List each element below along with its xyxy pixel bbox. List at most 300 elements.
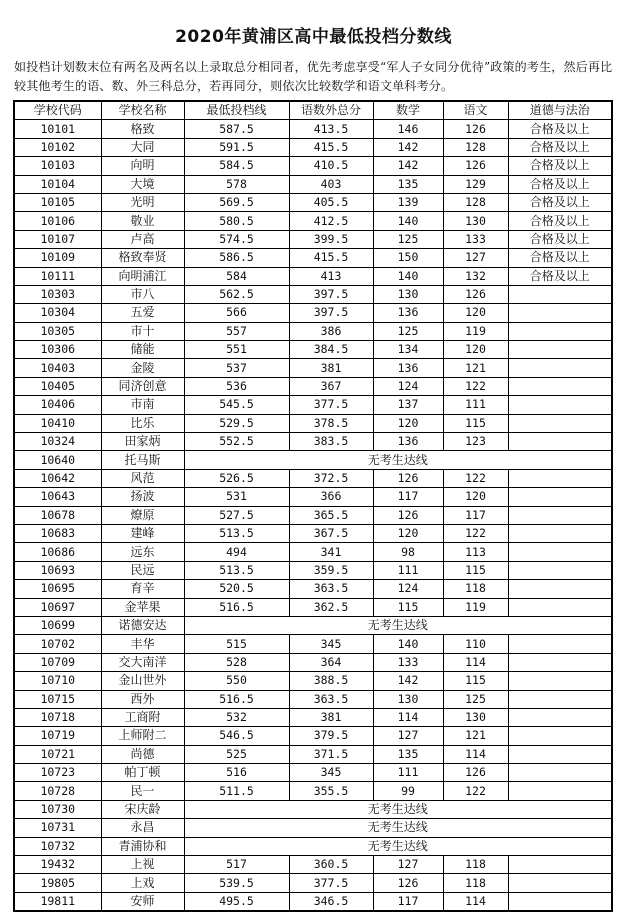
- chinese-score-cell: 114: [443, 745, 508, 763]
- math-score-cell: 139: [373, 193, 443, 211]
- min-score-cell: 516.5: [184, 690, 289, 708]
- school-code-cell: 10101: [14, 120, 101, 138]
- min-score-cell: 578: [184, 175, 289, 193]
- morality-law-cell: [508, 892, 612, 911]
- min-score-cell: 511.5: [184, 782, 289, 800]
- three-subject-total-cell: 355.5: [289, 782, 373, 800]
- min-score-cell: 551: [184, 341, 289, 359]
- math-score-cell: 99: [373, 782, 443, 800]
- chinese-score-cell: 120: [443, 488, 508, 506]
- chinese-score-cell: 125: [443, 690, 508, 708]
- school-code-cell: 10106: [14, 212, 101, 230]
- math-score-cell: 111: [373, 561, 443, 579]
- table-row: [14, 506, 612, 524]
- morality-law-cell: [508, 322, 612, 340]
- chinese-score-cell: 127: [443, 249, 508, 267]
- math-score-cell: 135: [373, 745, 443, 763]
- min-score-cell: 562.5: [184, 285, 289, 303]
- school-name-cell: 敬业: [101, 212, 184, 230]
- school-name-cell: 金山世外: [101, 672, 184, 690]
- chinese-score-cell: 132: [443, 267, 508, 285]
- table-row: [14, 267, 612, 285]
- school-name-cell: 帕丁顿: [101, 764, 184, 782]
- table-row: [14, 819, 612, 837]
- chinese-score-cell: 113: [443, 543, 508, 561]
- math-score-cell: 117: [373, 488, 443, 506]
- chinese-score-cell: 110: [443, 635, 508, 653]
- school-code-cell: 10678: [14, 506, 101, 524]
- chinese-score-cell: 126: [443, 157, 508, 175]
- table-row: [14, 414, 612, 432]
- school-code-cell: 10640: [14, 451, 101, 469]
- school-name-cell: 育辛: [101, 580, 184, 598]
- school-name-cell: 西外: [101, 690, 184, 708]
- school-code-cell: 10109: [14, 249, 101, 267]
- min-score-cell: 574.5: [184, 230, 289, 248]
- morality-law-cell: 合格及以上: [508, 212, 612, 230]
- table-row: [14, 377, 612, 395]
- min-score-cell: 494: [184, 543, 289, 561]
- three-subject-total-cell: 365.5: [289, 506, 373, 524]
- math-score-cell: 140: [373, 212, 443, 230]
- three-subject-total-cell: 403: [289, 175, 373, 193]
- min-score-cell: 550: [184, 672, 289, 690]
- school-code-cell: 10324: [14, 433, 101, 451]
- morality-law-cell: [508, 506, 612, 524]
- chinese-score-cell: 118: [443, 856, 508, 874]
- min-score-cell: 531: [184, 488, 289, 506]
- chinese-score-cell: 123: [443, 433, 508, 451]
- three-subject-total-cell: 379.5: [289, 727, 373, 745]
- school-name-cell: 向明: [101, 157, 184, 175]
- morality-law-cell: 合格及以上: [508, 267, 612, 285]
- three-subject-total-cell: 371.5: [289, 745, 373, 763]
- math-score-cell: 137: [373, 396, 443, 414]
- school-name-cell: 风范: [101, 469, 184, 487]
- min-score-cell: 580.5: [184, 212, 289, 230]
- table-row: [14, 433, 612, 451]
- min-score-cell: 591.5: [184, 138, 289, 156]
- morality-law-cell: [508, 359, 612, 377]
- morality-law-cell: [508, 488, 612, 506]
- math-score-cell: 130: [373, 285, 443, 303]
- school-name-cell: 格致: [101, 120, 184, 138]
- three-subject-total-cell: 364: [289, 653, 373, 671]
- school-code-cell: 10697: [14, 598, 101, 616]
- math-score-cell: 111: [373, 764, 443, 782]
- three-subject-total-cell: 388.5: [289, 672, 373, 690]
- math-score-cell: 115: [373, 598, 443, 616]
- no-qualifier-cell: 无考生达线: [184, 616, 612, 634]
- morality-law-cell: 合格及以上: [508, 249, 612, 267]
- min-score-cell: 537: [184, 359, 289, 377]
- table-row: [14, 708, 612, 726]
- table-row: [14, 193, 612, 211]
- math-score-cell: 136: [373, 433, 443, 451]
- chinese-score-cell: 126: [443, 120, 508, 138]
- morality-law-cell: [508, 635, 612, 653]
- math-score-cell: 150: [373, 249, 443, 267]
- table-row: [14, 175, 612, 193]
- math-score-cell: 120: [373, 414, 443, 432]
- three-subject-total-cell: 367: [289, 377, 373, 395]
- tie-break-note: 如投档计划数末位有两名及两名以上录取总分相同者，优先考虑享受“军人子女同分优待”政策的考生，然后再比较其他考生的语、数、外三科总分，若再同分，则依次比较数学和语文单科考分。: [14, 60, 613, 93]
- math-score-cell: 124: [373, 580, 443, 598]
- school-name-cell: 五爱: [101, 304, 184, 322]
- school-code-cell: 10709: [14, 653, 101, 671]
- three-subject-total-cell: 362.5: [289, 598, 373, 616]
- table-row: [14, 138, 612, 156]
- school-code-cell: 10303: [14, 285, 101, 303]
- table-row: [14, 157, 612, 175]
- table-row: [14, 800, 612, 818]
- table-row: [14, 359, 612, 377]
- math-score-cell: 133: [373, 653, 443, 671]
- school-code-cell: 10102: [14, 138, 101, 156]
- math-score-cell: 130: [373, 690, 443, 708]
- three-subject-total-cell: 372.5: [289, 469, 373, 487]
- table-row: [14, 524, 612, 542]
- chinese-score-cell: 115: [443, 561, 508, 579]
- three-subject-total-cell: 412.5: [289, 212, 373, 230]
- school-code-cell: 10305: [14, 322, 101, 340]
- table-row: [14, 212, 612, 230]
- table-row: [14, 635, 612, 653]
- min-score-cell: 495.5: [184, 892, 289, 911]
- morality-law-cell: [508, 561, 612, 579]
- table-row: [14, 782, 612, 800]
- chinese-score-cell: 114: [443, 653, 508, 671]
- three-subject-total-cell: 397.5: [289, 285, 373, 303]
- school-code-cell: 10304: [14, 304, 101, 322]
- morality-law-cell: [508, 874, 612, 892]
- math-score-cell: 126: [373, 469, 443, 487]
- header-min-score: 最低投档线: [184, 101, 289, 120]
- math-score-cell: 127: [373, 727, 443, 745]
- min-score-cell: 539.5: [184, 874, 289, 892]
- school-name-cell: 扬波: [101, 488, 184, 506]
- table-row: [14, 304, 612, 322]
- morality-law-cell: [508, 764, 612, 782]
- chinese-score-cell: 126: [443, 764, 508, 782]
- three-subject-total-cell: 346.5: [289, 892, 373, 911]
- table-row: [14, 322, 612, 340]
- chinese-score-cell: 130: [443, 708, 508, 726]
- school-code-cell: 10721: [14, 745, 101, 763]
- min-score-cell: 552.5: [184, 433, 289, 451]
- min-score-cell: 526.5: [184, 469, 289, 487]
- three-subject-total-cell: 413.5: [289, 120, 373, 138]
- three-subject-total-cell: 378.5: [289, 414, 373, 432]
- morality-law-cell: [508, 856, 612, 874]
- school-name-cell: 光明: [101, 193, 184, 211]
- min-score-cell: 557: [184, 322, 289, 340]
- school-code-cell: 10693: [14, 561, 101, 579]
- morality-law-cell: 合格及以上: [508, 193, 612, 211]
- school-name-cell: 市八: [101, 285, 184, 303]
- morality-law-cell: 合格及以上: [508, 120, 612, 138]
- chinese-score-cell: 117: [443, 506, 508, 524]
- school-name-cell: 安师: [101, 892, 184, 911]
- three-subject-total-cell: 410.5: [289, 157, 373, 175]
- morality-law-cell: [508, 672, 612, 690]
- school-code-cell: 10710: [14, 672, 101, 690]
- table-row: [14, 690, 612, 708]
- min-score-cell: 520.5: [184, 580, 289, 598]
- three-subject-total-cell: 397.5: [289, 304, 373, 322]
- school-name-cell: 市十: [101, 322, 184, 340]
- min-score-cell: 525: [184, 745, 289, 763]
- school-name-cell: 向明浦江: [101, 267, 184, 285]
- school-name-cell: 同济创意: [101, 377, 184, 395]
- morality-law-cell: [508, 433, 612, 451]
- morality-law-cell: [508, 782, 612, 800]
- math-score-cell: 98: [373, 543, 443, 561]
- chinese-score-cell: 114: [443, 892, 508, 911]
- min-score-cell: 516.5: [184, 598, 289, 616]
- school-name-cell: 上视: [101, 856, 184, 874]
- math-score-cell: 142: [373, 138, 443, 156]
- header-three-subject-total: 语数外总分: [289, 101, 373, 120]
- min-score-cell: 527.5: [184, 506, 289, 524]
- min-score-cell: 569.5: [184, 193, 289, 211]
- school-code-cell: 10702: [14, 635, 101, 653]
- table-row: [14, 745, 612, 763]
- three-subject-total-cell: 360.5: [289, 856, 373, 874]
- chinese-score-cell: 128: [443, 138, 508, 156]
- table-body: [14, 120, 612, 911]
- school-code-cell: 10695: [14, 580, 101, 598]
- school-code-cell: 10718: [14, 708, 101, 726]
- school-code-cell: 10111: [14, 267, 101, 285]
- table-row: [14, 120, 612, 138]
- school-name-cell: 田家炳: [101, 433, 184, 451]
- three-subject-total-cell: 415.5: [289, 249, 373, 267]
- math-score-cell: 120: [373, 524, 443, 542]
- morality-law-cell: [508, 708, 612, 726]
- table-header-row: [14, 101, 612, 120]
- morality-law-cell: 合格及以上: [508, 230, 612, 248]
- morality-law-cell: [508, 543, 612, 561]
- school-code-cell: 10731: [14, 819, 101, 837]
- min-score-cell: 545.5: [184, 396, 289, 414]
- math-score-cell: 136: [373, 359, 443, 377]
- chinese-score-cell: 120: [443, 341, 508, 359]
- morality-law-cell: [508, 580, 612, 598]
- chinese-score-cell: 122: [443, 782, 508, 800]
- page-title: 2020年黄浦区高中最低投档分数线: [175, 27, 452, 47]
- min-score-cell: 587.5: [184, 120, 289, 138]
- morality-law-cell: [508, 653, 612, 671]
- school-name-cell: 大同: [101, 138, 184, 156]
- min-score-cell: 513.5: [184, 561, 289, 579]
- math-score-cell: 126: [373, 874, 443, 892]
- chinese-score-cell: 119: [443, 598, 508, 616]
- table-row: [14, 285, 612, 303]
- school-code-cell: 10104: [14, 175, 101, 193]
- three-subject-total-cell: 405.5: [289, 193, 373, 211]
- morality-law-cell: 合格及以上: [508, 157, 612, 175]
- school-name-cell: 比乐: [101, 414, 184, 432]
- table-row: [14, 874, 612, 892]
- table-row: [14, 764, 612, 782]
- header-school-name: 学校名称: [101, 101, 184, 120]
- school-name-cell: 诺德安达: [101, 616, 184, 634]
- school-code-cell: 10643: [14, 488, 101, 506]
- school-name-cell: 储能: [101, 341, 184, 359]
- three-subject-total-cell: 384.5: [289, 341, 373, 359]
- three-subject-total-cell: 399.5: [289, 230, 373, 248]
- min-score-cell: 528: [184, 653, 289, 671]
- morality-law-cell: [508, 745, 612, 763]
- morality-law-cell: [508, 598, 612, 616]
- header-morality-law: 道德与法治: [508, 101, 612, 120]
- school-name-cell: 建峰: [101, 524, 184, 542]
- school-code-cell: 10306: [14, 341, 101, 359]
- table-row: [14, 616, 612, 634]
- no-qualifier-cell: 无考生达线: [184, 451, 612, 469]
- school-code-cell: 10103: [14, 157, 101, 175]
- math-score-cell: 134: [373, 341, 443, 359]
- header-school-code: 学校代码: [14, 101, 101, 120]
- chinese-score-cell: 129: [443, 175, 508, 193]
- school-code-cell: 10642: [14, 469, 101, 487]
- header-math: 数学: [373, 101, 443, 120]
- school-code-cell: 10107: [14, 230, 101, 248]
- chinese-score-cell: 122: [443, 377, 508, 395]
- chinese-score-cell: 121: [443, 359, 508, 377]
- school-code-cell: 10730: [14, 800, 101, 818]
- three-subject-total-cell: 386: [289, 322, 373, 340]
- morality-law-cell: [508, 524, 612, 542]
- school-name-cell: 交大南洋: [101, 653, 184, 671]
- chinese-score-cell: 130: [443, 212, 508, 230]
- school-code-cell: 19432: [14, 856, 101, 874]
- math-score-cell: 125: [373, 322, 443, 340]
- table-row: [14, 488, 612, 506]
- school-name-cell: 上师附二: [101, 727, 184, 745]
- school-name-cell: 青浦协和: [101, 837, 184, 855]
- three-subject-total-cell: 415.5: [289, 138, 373, 156]
- school-code-cell: 10405: [14, 377, 101, 395]
- table-row: [14, 249, 612, 267]
- morality-law-cell: [508, 414, 612, 432]
- school-code-cell: 10732: [14, 837, 101, 855]
- school-name-cell: 工商附: [101, 708, 184, 726]
- school-code-cell: 10723: [14, 764, 101, 782]
- chinese-score-cell: 111: [443, 396, 508, 414]
- chinese-score-cell: 121: [443, 727, 508, 745]
- table-row: [14, 451, 612, 469]
- min-score-cell: 584: [184, 267, 289, 285]
- school-code-cell: 19805: [14, 874, 101, 892]
- school-code-cell: 10699: [14, 616, 101, 634]
- math-score-cell: 136: [373, 304, 443, 322]
- school-name-cell: 金陵: [101, 359, 184, 377]
- math-score-cell: 142: [373, 157, 443, 175]
- no-qualifier-cell: 无考生达线: [184, 819, 612, 837]
- table-row: [14, 396, 612, 414]
- chinese-score-cell: 122: [443, 469, 508, 487]
- min-score-cell: 529.5: [184, 414, 289, 432]
- school-code-cell: 10403: [14, 359, 101, 377]
- morality-law-cell: [508, 285, 612, 303]
- chinese-score-cell: 133: [443, 230, 508, 248]
- math-score-cell: 140: [373, 267, 443, 285]
- chinese-score-cell: 128: [443, 193, 508, 211]
- three-subject-total-cell: 345: [289, 635, 373, 653]
- math-score-cell: 124: [373, 377, 443, 395]
- math-score-cell: 142: [373, 672, 443, 690]
- chinese-score-cell: 118: [443, 874, 508, 892]
- school-name-cell: 民一: [101, 782, 184, 800]
- school-code-cell: 10715: [14, 690, 101, 708]
- three-subject-total-cell: 377.5: [289, 396, 373, 414]
- three-subject-total-cell: 363.5: [289, 690, 373, 708]
- morality-law-cell: 合格及以上: [508, 175, 612, 193]
- table-row: [14, 653, 612, 671]
- min-score-cell: 566: [184, 304, 289, 322]
- morality-law-cell: [508, 396, 612, 414]
- score-table: [13, 100, 613, 912]
- school-code-cell: 10406: [14, 396, 101, 414]
- morality-law-cell: [508, 341, 612, 359]
- chinese-score-cell: 115: [443, 672, 508, 690]
- min-score-cell: 536: [184, 377, 289, 395]
- school-name-cell: 丰华: [101, 635, 184, 653]
- min-score-cell: 546.5: [184, 727, 289, 745]
- math-score-cell: 135: [373, 175, 443, 193]
- math-score-cell: 140: [373, 635, 443, 653]
- table-row: [14, 561, 612, 579]
- school-name-cell: 市南: [101, 396, 184, 414]
- school-code-cell: 10410: [14, 414, 101, 432]
- header-chinese: 语文: [443, 101, 508, 120]
- min-score-cell: 532: [184, 708, 289, 726]
- three-subject-total-cell: 367.5: [289, 524, 373, 542]
- chinese-score-cell: 119: [443, 322, 508, 340]
- morality-law-cell: [508, 727, 612, 745]
- math-score-cell: 127: [373, 856, 443, 874]
- table-row: [14, 598, 612, 616]
- school-code-cell: 10728: [14, 782, 101, 800]
- three-subject-total-cell: 377.5: [289, 874, 373, 892]
- math-score-cell: 125: [373, 230, 443, 248]
- three-subject-total-cell: 341: [289, 543, 373, 561]
- school-name-cell: 尚德: [101, 745, 184, 763]
- school-name-cell: 金苹果: [101, 598, 184, 616]
- morality-law-cell: [508, 469, 612, 487]
- morality-law-cell: [508, 304, 612, 322]
- math-score-cell: 117: [373, 892, 443, 911]
- math-score-cell: 126: [373, 506, 443, 524]
- school-name-cell: 民远: [101, 561, 184, 579]
- chinese-score-cell: 115: [443, 414, 508, 432]
- school-name-cell: 燎原: [101, 506, 184, 524]
- school-code-cell: 10686: [14, 543, 101, 561]
- table-row: [14, 856, 612, 874]
- table-row: [14, 341, 612, 359]
- table-row: [14, 543, 612, 561]
- no-qualifier-cell: 无考生达线: [184, 837, 612, 855]
- min-score-cell: 586.5: [184, 249, 289, 267]
- morality-law-cell: [508, 377, 612, 395]
- chinese-score-cell: 126: [443, 285, 508, 303]
- three-subject-total-cell: 381: [289, 359, 373, 377]
- table-row: [14, 837, 612, 855]
- table-row: [14, 469, 612, 487]
- no-qualifier-cell: 无考生达线: [184, 800, 612, 818]
